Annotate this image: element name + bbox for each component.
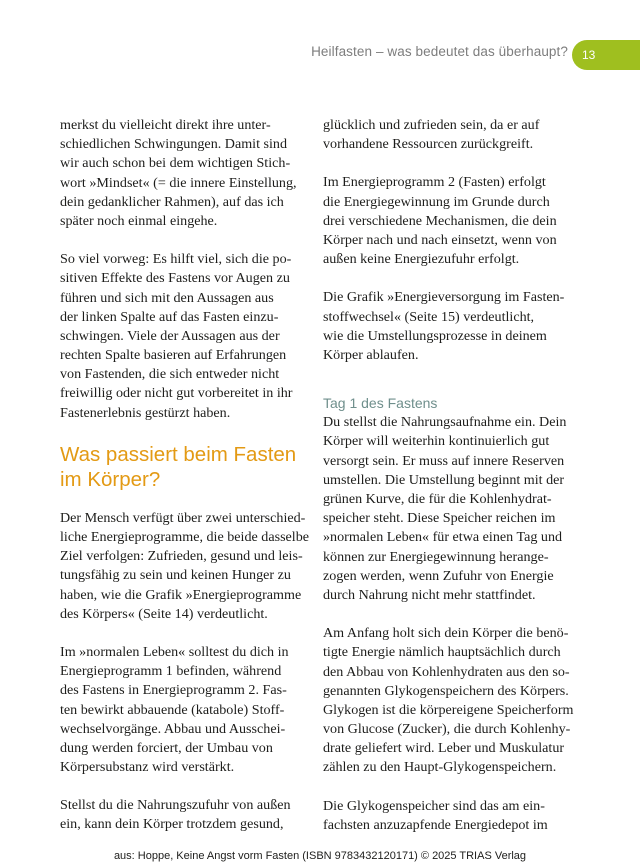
section-heading	[60, 442, 310, 492]
text-line: Der Mensch verfügt über zwei unterschied-	[60, 509, 306, 526]
paragraph	[60, 509, 310, 624]
text-line: grünen Kurve, die für die Kohlenhydrat-	[323, 491, 552, 508]
text-line: drei verschiedene Mechanismen, die dein	[323, 212, 557, 229]
text-line: rechten Spalte basieren auf Erfahrungen	[60, 347, 287, 364]
text-line: Körpersubstanz wird verstärkt.	[60, 759, 235, 776]
paragraph	[60, 116, 310, 231]
text-line: Fastenerlebnis gestürzt haben.	[60, 404, 231, 421]
text-line: schwingen. Viele der Aussagen aus der	[60, 327, 280, 344]
text-line: Körper nach und nach einsetzt, wenn von	[323, 231, 557, 248]
text-line: stoffwechsel« (Seite 15) verdeutlicht,	[323, 308, 535, 325]
text-line: ein, kann dein Körper trotzdem gesund,	[60, 816, 284, 833]
text-line: vorhandene Ressourcen zurückgreift.	[323, 136, 534, 153]
text-line: tungsfähig zu sein und keinen Hunger zu	[60, 567, 291, 584]
text-line: Ziel verfolgen: Zufrieden, gesund und leis-	[60, 548, 303, 565]
text-line: Die Glykogenspeicher sind das am ein-	[323, 797, 545, 814]
text-line: genannten Glykogenspeichern des Körpers.	[323, 682, 569, 699]
paragraph	[60, 796, 310, 834]
text-line: den Abbau von Kohlenhydraten aus den so-	[323, 663, 570, 680]
text-line: Körper will weiterhin kontinuierlich gut	[323, 433, 550, 450]
left-column	[60, 116, 310, 854]
text-line: merkst du vielleicht direkt ihre unter-	[60, 117, 271, 133]
source-footer: aus: Hoppe, Keine Angst vorm Fasten (ISBN 9783432120171) © 2025 TRIAS Verlag	[113, 850, 527, 862]
text-line: von Fastenden, die sich entweder nicht	[60, 366, 280, 383]
text-line: führen und sich mit den Aussagen aus	[60, 289, 274, 306]
text-line: tigte Energie nämlich hauptsächlich durch	[323, 644, 561, 661]
text-line: »normalen Leben« für etwa einen Tag und	[323, 529, 563, 546]
text-line: wir auch schon bei dem wichtigen Stich-	[60, 155, 291, 172]
text-line: wie die Umstellungsprozesse in deinem	[323, 327, 547, 344]
paragraph	[323, 288, 573, 365]
text-line: glücklich und zufrieden sein, da er auf	[323, 117, 540, 133]
text-line: können zur Energiegewinnung herange-	[323, 548, 549, 565]
text-line: liche Energieprogramme, die beide dasselbe	[60, 529, 310, 545]
page-number-badge: 13	[572, 40, 640, 70]
text-line: wechselvorgänge. Abbau und Ausschei-	[60, 720, 286, 737]
paragraph	[60, 250, 310, 423]
text-line: Du stellst die Nahrungsaufnahme ein. Dein	[323, 414, 567, 431]
text-line: wort »Mindset« (= die innere Einstellung,	[60, 174, 297, 191]
paragraph	[323, 797, 573, 835]
heading-line: Was passiert beim Fasten	[60, 442, 297, 466]
text-line: versorgt sein. Er muss auf innere Reserven	[323, 452, 565, 469]
subheading: Tag 1 des Fastens	[323, 395, 438, 412]
paragraph	[323, 624, 573, 778]
text-line: durch Nahrung nicht mehr stattfindet.	[323, 586, 536, 603]
heading-line: im Körper?	[60, 467, 161, 491]
text-line: freiwillig oder nicht gut vorbereitet in ihr	[60, 385, 293, 402]
paragraph	[323, 173, 573, 269]
text-line: haben, wie die Grafik »Energieprogramme	[60, 586, 302, 603]
text-line: umstellen. Die Umstellung beginnt mit der	[323, 471, 565, 488]
text-line: So viel vorweg: Es hilft viel, sich die po-	[60, 251, 292, 268]
paragraph	[323, 413, 573, 605]
text-line: Glykogen ist die körpereigene Speicherform	[323, 701, 574, 718]
text-line: des Fastens in Energieprogramm 2. Fas-	[60, 682, 287, 699]
text-line: Stellst du die Nahrungszufuhr von außen	[60, 797, 291, 814]
text-line: außen keine Energiezufuhr erfolgt.	[323, 251, 520, 268]
text-line: Am Anfang holt sich dein Körper die benö-	[323, 625, 569, 642]
text-line: Die Grafik »Energieversorgung im Fasten-	[323, 289, 565, 306]
right-column	[323, 116, 573, 854]
text-line: später noch einmal eingehe.	[60, 212, 218, 229]
text-line: drate geliefert wird. Leber und Muskulatur	[323, 740, 565, 757]
text-line: speicher steht. Diese Speicher reichen im	[323, 510, 556, 527]
text-line: sitiven Effekte des Fastens vor Augen zu	[60, 270, 290, 287]
text-line: ten bewirkt abbauende (katabole) Stoff-	[60, 701, 285, 718]
paragraph	[60, 643, 310, 777]
running-header: Heilfasten – was bedeutet das überhaupt?	[311, 44, 568, 59]
text-line: zählen zu den Haupt-Glykogenspeichern.	[323, 759, 557, 776]
text-line: des Körpers« (Seite 14) verdeutlicht.	[60, 605, 268, 622]
text-line: der linken Spalte auf das Fasten einzu-	[60, 308, 279, 325]
text-line: schiedlichen Schwingungen. Damit sind	[60, 136, 288, 153]
text-line: dung werden forciert, der Umbau von	[60, 739, 273, 756]
paragraph	[323, 116, 573, 154]
text-line: von Glucose (Zucker), die durch Kohlenhy-	[323, 721, 571, 738]
text-line: zogen werden, wenn Zufuhr von Energie	[323, 567, 554, 584]
text-line: fachsten anzuzapfende Energiedepot im	[323, 816, 548, 833]
text-line: die Energiegewinnung im Grunde durch	[323, 193, 550, 210]
text-line: Körper ablaufen.	[323, 346, 419, 363]
text-line: dein gedanklicher Rahmen), auf das ich	[60, 193, 284, 210]
text-line: Im »normalen Leben« solltest du dich in	[60, 643, 289, 660]
text-line: Im Energieprogramm 2 (Fasten) erfolgt	[323, 174, 546, 191]
text-line: Energieprogramm 1 befinden, während	[60, 663, 282, 680]
